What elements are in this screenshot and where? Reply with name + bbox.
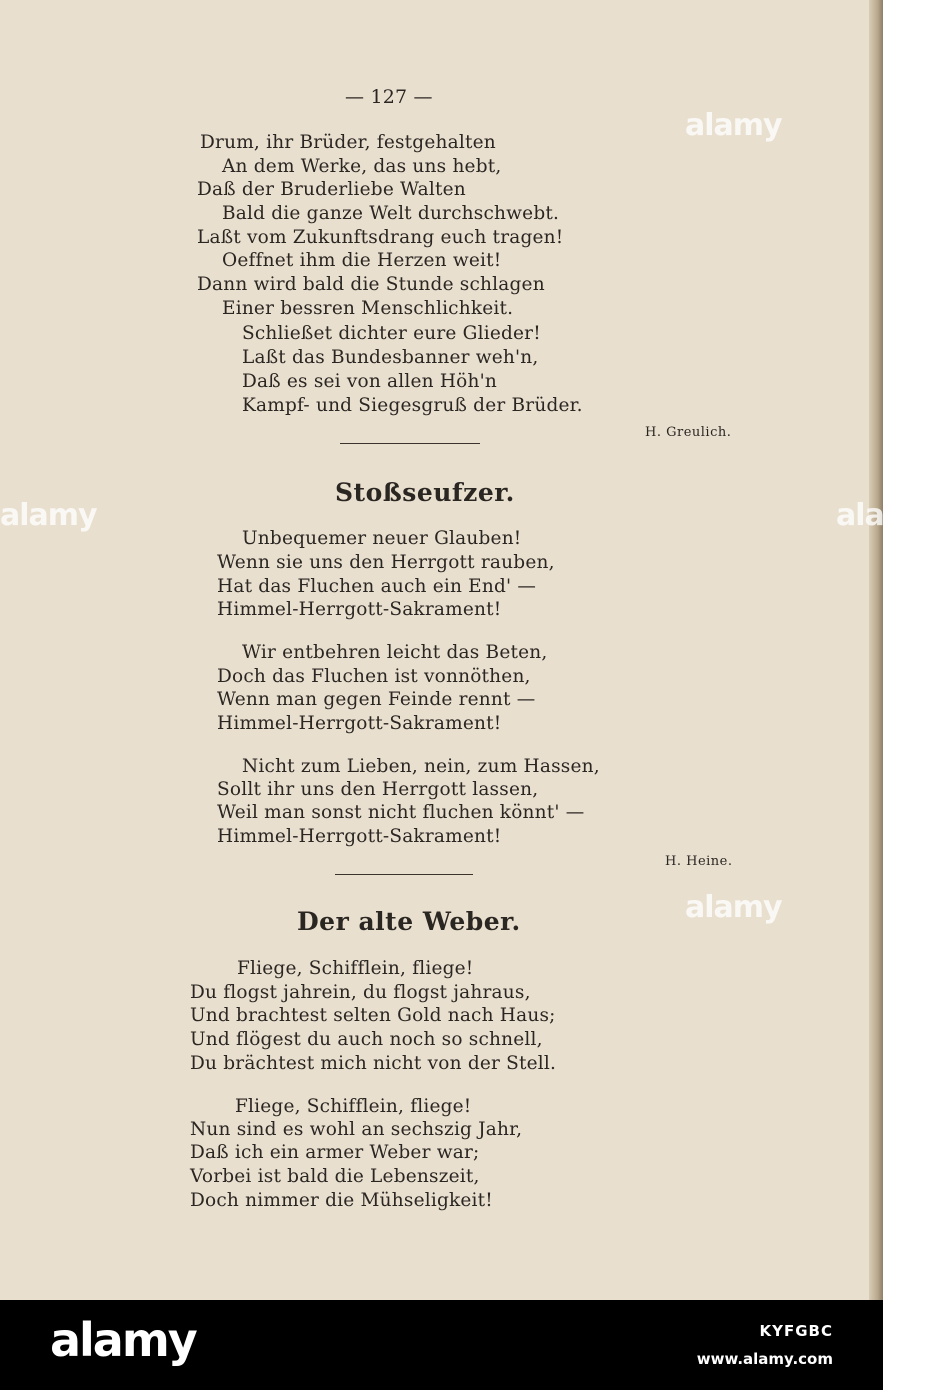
page-edge <box>869 0 883 1300</box>
watermark-logo: alamy <box>836 498 933 533</box>
page-number: — 127 — <box>345 86 433 108</box>
poem2-line: Nicht zum Lieben, nein, zum Hassen, <box>242 756 600 777</box>
poem1-line: Daß der Bruderliebe Walten <box>197 179 466 200</box>
poem2-line: Sollt ihr uns den Herrgott lassen, <box>217 779 539 800</box>
poem2-title: Stoßseufzer. <box>335 478 515 507</box>
poem1-line: Oeffnet ihm die Herzen weit! <box>222 250 502 271</box>
poem1-line: Kampf- und Siegesgruß der Brüder. <box>242 395 583 416</box>
poem2-line: Himmel-Herrgott-Sakrament! <box>217 826 502 847</box>
poem1-line: Einer bessren Menschlichkeit. <box>222 298 514 319</box>
watermark-logo: alamy <box>685 108 782 143</box>
poem3-line: Vorbei ist bald die Lebenszeit, <box>190 1166 480 1187</box>
poem1-line: Laßt das Bundesbanner weh'n, <box>242 347 539 368</box>
poem3-line: Nun sind es wohl an sechszig Jahr, <box>190 1119 523 1140</box>
section-divider <box>335 874 473 875</box>
poem1-line: Laßt vom Zukunftsdrang euch tragen! <box>197 227 564 248</box>
poem1-line: Dann wird bald die Stunde schlagen <box>197 274 545 295</box>
poem3-line: Doch nimmer die Mühseligkeit! <box>190 1190 493 1211</box>
poem1-line: An dem Werke, das uns hebt, <box>222 156 502 177</box>
poem2-line: Doch das Fluchen ist vonnöthen, <box>217 666 531 687</box>
image-id: KYFGBC <box>759 1322 833 1340</box>
poem3-line: Daß ich ein armer Weber war; <box>190 1142 480 1163</box>
poem3-line: Und flögest du auch noch so schnell, <box>190 1029 543 1050</box>
poem1-line: Schließet dichter eure Glieder! <box>242 323 541 344</box>
poem3-title: Der alte Weber. <box>297 907 521 936</box>
poem2-line: Himmel-Herrgott-Sakrament! <box>217 713 502 734</box>
poem2-author: H. Heine. <box>665 854 733 869</box>
poem3-line: Fliege, Schifflein, fliege! <box>237 958 474 979</box>
poem1-line: Daß es sei von allen Höh'n <box>242 371 498 392</box>
poem2-line: Himmel-Herrgott-Sakrament! <box>217 599 502 620</box>
section-divider <box>340 443 480 444</box>
poem3-line: Du brächtest mich nicht von der Stell. <box>190 1053 557 1074</box>
poem2-line: Wir entbehren leicht das Beten, <box>242 642 548 663</box>
poem2-line: Weil man sonst nicht fluchen könnt' — <box>217 802 585 823</box>
poem3-line: Fliege, Schifflein, fliege! <box>235 1096 472 1117</box>
alamy-logo: alamy <box>50 1313 196 1367</box>
stock-footer-bar <box>0 1300 883 1390</box>
poem3-line: Und brachtest selten Gold nach Haus; <box>190 1005 556 1026</box>
poem1-author: H. Greulich. <box>645 425 732 440</box>
poem2-line: Unbequemer neuer Glauben! <box>242 528 522 549</box>
poem2-line: Wenn man gegen Feinde rennt — <box>217 689 536 710</box>
poem2-line: Hat das Fluchen auch ein End' — <box>217 576 537 597</box>
watermark-logo: alamy <box>0 498 97 533</box>
poem3-line: Du flogst jahrein, du flogst jahraus, <box>190 982 531 1003</box>
site-url: www.alamy.com <box>696 1350 833 1368</box>
poem2-line: Wenn sie uns den Herrgott rauben, <box>217 552 555 573</box>
watermark-logo: alamy <box>685 890 782 925</box>
poem1-line: Bald die ganze Welt durchschwebt. <box>222 203 560 224</box>
poem1-line: Drum, ihr Brüder, festgehalten <box>200 132 496 153</box>
